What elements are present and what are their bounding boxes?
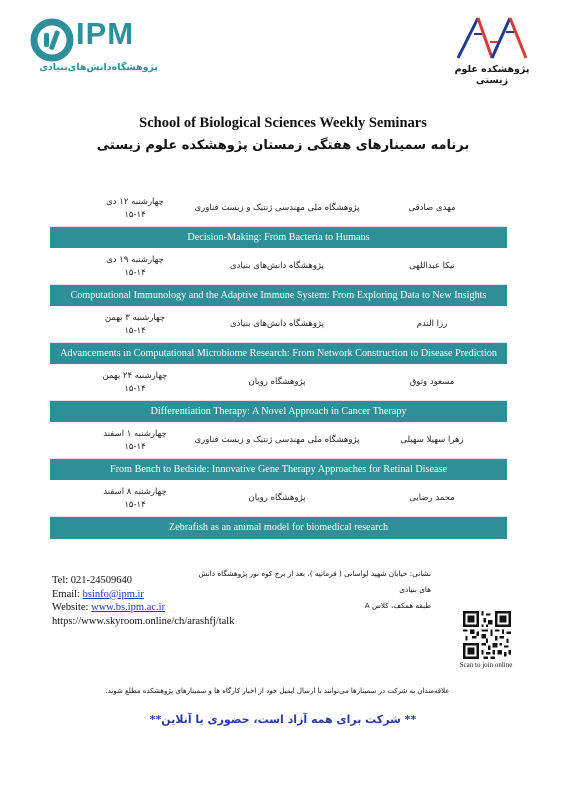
speaker-name: مسعود وثوق — [409, 377, 455, 387]
seminar-topic: Differentiation Therapy: A Novel Approach in Cancer Therapy — [50, 401, 507, 422]
seminar-date: چهارشنبه ۱۲ دی ۱۵-۱۴ — [106, 197, 164, 220]
speaker-name: محمد رضایی — [409, 493, 455, 503]
mailing-notice: علاقه‌مندان به شرکت در سمینارها می‌توانند با ارسال ایمیل خود از اخبار کارگاه ها و سمینارهای پژوهشکده مطلع شوند. — [105, 687, 450, 695]
speaker-institute: پژوهشگاه رویان — [248, 493, 306, 503]
seminar-row — [50, 190, 507, 227]
speaker-institute: پژوهشگاه دانش‌های بنیادی — [230, 319, 324, 329]
ipm-logo — [30, 16, 160, 73]
seminar-row — [50, 248, 507, 285]
ipm-ring-icon — [30, 18, 74, 62]
qr-caption: Scan to join online — [459, 661, 513, 669]
seminar-row — [50, 480, 507, 517]
free-entry-banner: ** شرکت برای همه آزاد است، حضوری یا آنلاین** — [149, 713, 417, 726]
dna-helix-icon — [454, 14, 530, 62]
page-title-english: School of Biological Sciences Weekly Seminars — [139, 115, 427, 131]
speaker-institute: پژوهشگاه رویان — [248, 377, 306, 387]
seminar-topic: From Bench to Bedside: Innovative Gene Therapy Approaches for Retinal Disease — [50, 459, 507, 480]
seminar-row — [50, 306, 507, 343]
seminar-topic: Zebrafish as an animal model for biomedical research — [50, 517, 507, 539]
speaker-name: نیکا عبداللهی — [409, 261, 455, 271]
bio-school-logo — [444, 14, 540, 86]
seminar-topic: Advancements in Computational Microbiome Research: From Network Construction to Disease Prediction — [50, 343, 507, 364]
skyroom-link[interactable]: https://www.skyroom.online/ch/arashfj/talk — [52, 615, 235, 627]
seminar-topic: Computational Immunology and the Adaptive Immune System: From Exploring Data to New Insights — [50, 285, 507, 306]
seminar-topic: Decision-Making: From Bacteria to Humans — [50, 227, 507, 248]
phone-number: Tel: 021-24509640 — [52, 575, 133, 586]
ipm-logo-subtitle: پژوهشگاه‌دانش‌های‌بنیادی — [39, 62, 158, 73]
email-link[interactable]: bsinfo@ipm.ir — [82, 588, 144, 600]
speaker-name: زهرا سهیلا سهیلی — [400, 435, 464, 445]
seminar-date: چهارشنبه ۳ بهمن ۱۵-۱۴ — [104, 313, 166, 336]
ipm-logo-text: IPM — [76, 16, 135, 51]
speaker-name: رزا الندم — [416, 319, 448, 329]
website-link[interactable]: www.bs.ipm.ac.ir — [91, 602, 166, 613]
venue-address: نشانی: خیابان شهید لواسانی ( فرمانیه )، بعد از برج کوه نور پژوهشگاه دانش های بنیادی طبقه همکف، کلاس A — [198, 569, 431, 610]
website-line: Website: www.bs.ipm.ac.ir — [52, 602, 166, 613]
seminar-row — [50, 364, 507, 401]
page-title-persian: برنامه سمینارهای هفتگی زمستان پژوهشکده علوم زیستی — [96, 138, 470, 153]
seminar-date: چهارشنبه ۲۴ بهمن ۱۵-۱۴ — [102, 371, 168, 394]
speaker-name: مهدی صادقی — [408, 203, 456, 213]
seminar-date: چهارشنبه ۱ اسفند ۱۵-۱۴ — [103, 429, 167, 452]
speaker-institute: پژوهشگاه ملی مهندسی ژنتیک و زیست فناوری — [194, 203, 360, 213]
bio-school-name: پژوهشکده علوم زیستی — [454, 64, 530, 86]
seminar-row — [50, 422, 507, 459]
seminar-date: چهارشنبه ۱۹ دی ۱۵-۱۴ — [106, 255, 164, 278]
qr-code-icon[interactable] — [463, 611, 511, 659]
email-line: Email: bsinfo@ipm.ir — [52, 588, 144, 600]
speaker-institute: پژوهشگاه ملی مهندسی ژنتیک و زیست فناوری — [194, 435, 360, 445]
seminar-date: چهارشنبه ۸ اسفند ۱۵-۱۴ — [103, 487, 167, 510]
speaker-institute: پژوهشگاه دانش‌های بنیادی — [230, 261, 324, 271]
seminar-schedule — [50, 190, 507, 539]
